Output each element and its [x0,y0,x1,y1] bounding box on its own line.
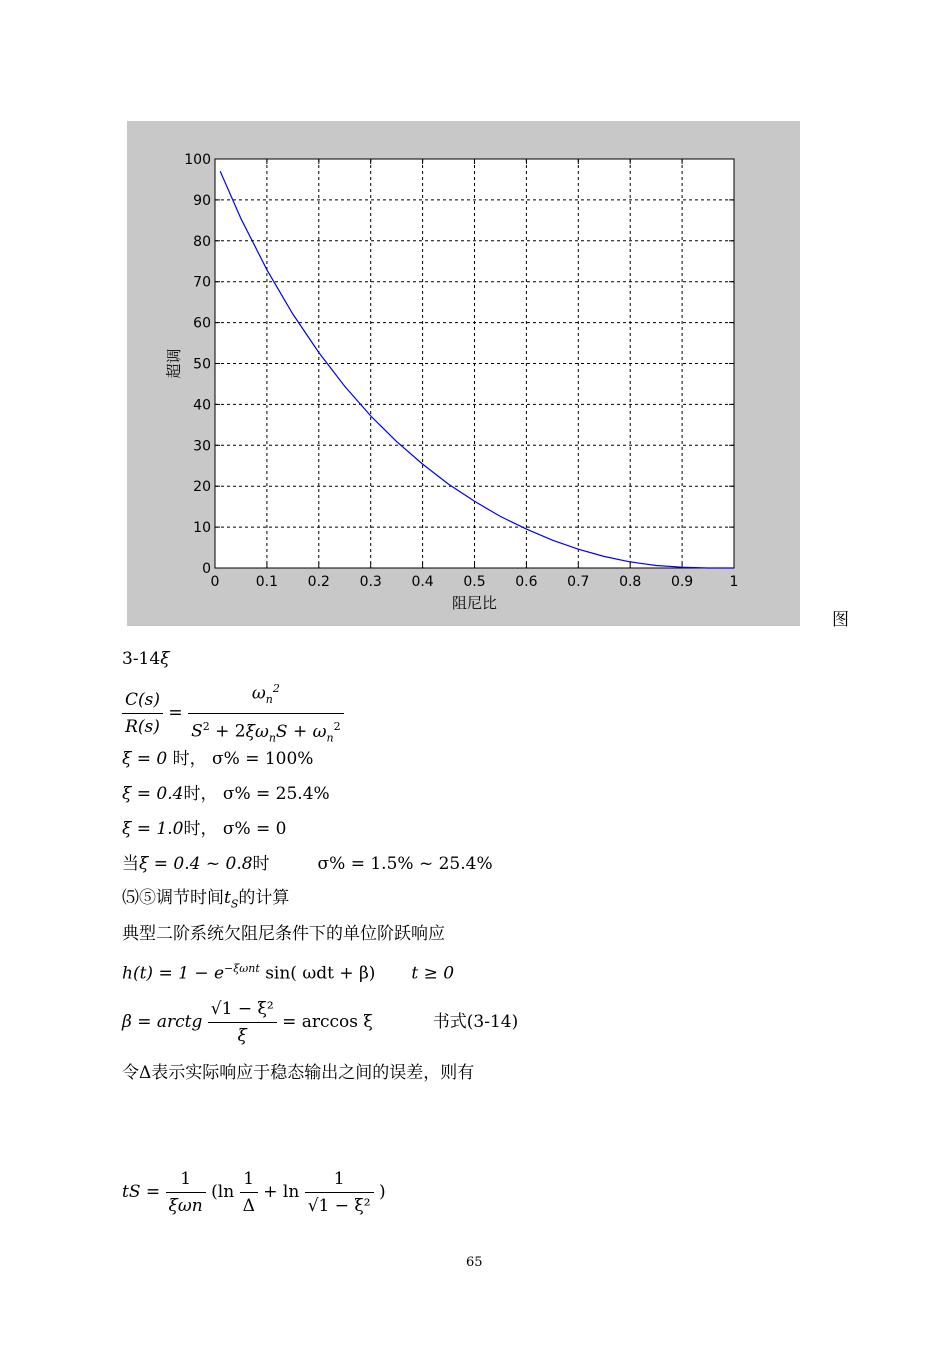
y-tick-label: 50 [193,356,211,373]
x-tick-label: 0.1 [255,574,279,590]
x-tick-label: 0.6 [515,574,538,590]
y-tick-label: 70 [193,274,211,291]
x-tick-label: 0.2 [307,574,330,590]
y-tick-label: 90 [193,192,211,209]
x-tick-label: 0.4 [411,574,434,590]
paragraph-delta: 令Δ表示实际响应于稳态输出之间的误差，则有 [122,1063,475,1083]
x-tick-label: 0.9 [670,574,694,590]
x-tick-label: 0.3 [359,574,382,590]
x-tick-label: 0.7 [567,574,590,590]
case-line-3: ξ = 1.0时， σ% = 0 [122,819,287,839]
y-tick-label: 20 [193,479,211,496]
y-axis-label: 超调 [165,348,183,379]
figure-caption-prefix: 图 [832,610,849,630]
y-tick-label: 30 [193,438,211,455]
y-tick-label: 10 [193,520,211,537]
equation-beta: β = arctg $\frac{\text{√1 − ξ²}}{\xi}$ = arccos ξ 书式(3-14) [122,999,519,1046]
x-tick-label: 0.5 [463,574,486,590]
overshoot-chart [127,121,800,626]
x-tick-label: 1 [729,574,739,590]
x-axis-label: 阻尼比 [451,594,498,612]
range-line: 当ξ = 0.4 ~ 0.8时 σ% = 1.5% ~ 25.4% [122,854,493,874]
equation-settling-time: tS = $\frac{1}{\text{ξωn}}$ (ln $\frac{1}{\Delta}$ + ln $\frac{1}{\text{√1 − ξ²}}$ ) [122,1169,386,1216]
y-tick-label: 0 [202,561,211,577]
section-heading: ⑸⑤调节时间$t_S$的计算 [122,888,290,911]
y-tick-label: 100 [184,152,211,168]
y-tick-label: 60 [193,315,211,332]
case-line-1: ξ = 0 时， σ% = 100% [122,749,314,769]
figure-panel [127,121,800,626]
page-number: 65 [466,1255,483,1270]
equation-transfer: $\frac{C(s)}{R(s)}$ = $\frac{\omega_n^2}{S^2 + 2\xi\omega_nS + \omega_n^2}$ [122,678,344,749]
y-tick-label: 40 [193,397,211,414]
equation-step-response: $h(t) = 1 - e^{-\xi\omega nt}$ sin( ωdt + β) t ≥ 0 [122,962,455,984]
case-line-2: ξ = 0.4时， σ% = 25.4% [122,784,330,804]
x-tick-label: 0.8 [619,574,642,590]
y-tick-label: 80 [193,233,211,250]
paragraph-response: 典型二阶系统欠阻尼条件下的单位阶跃响应 [122,924,445,944]
x-tick-label: 0 [210,574,220,590]
figure-caption: 3-14ξ [122,649,170,669]
